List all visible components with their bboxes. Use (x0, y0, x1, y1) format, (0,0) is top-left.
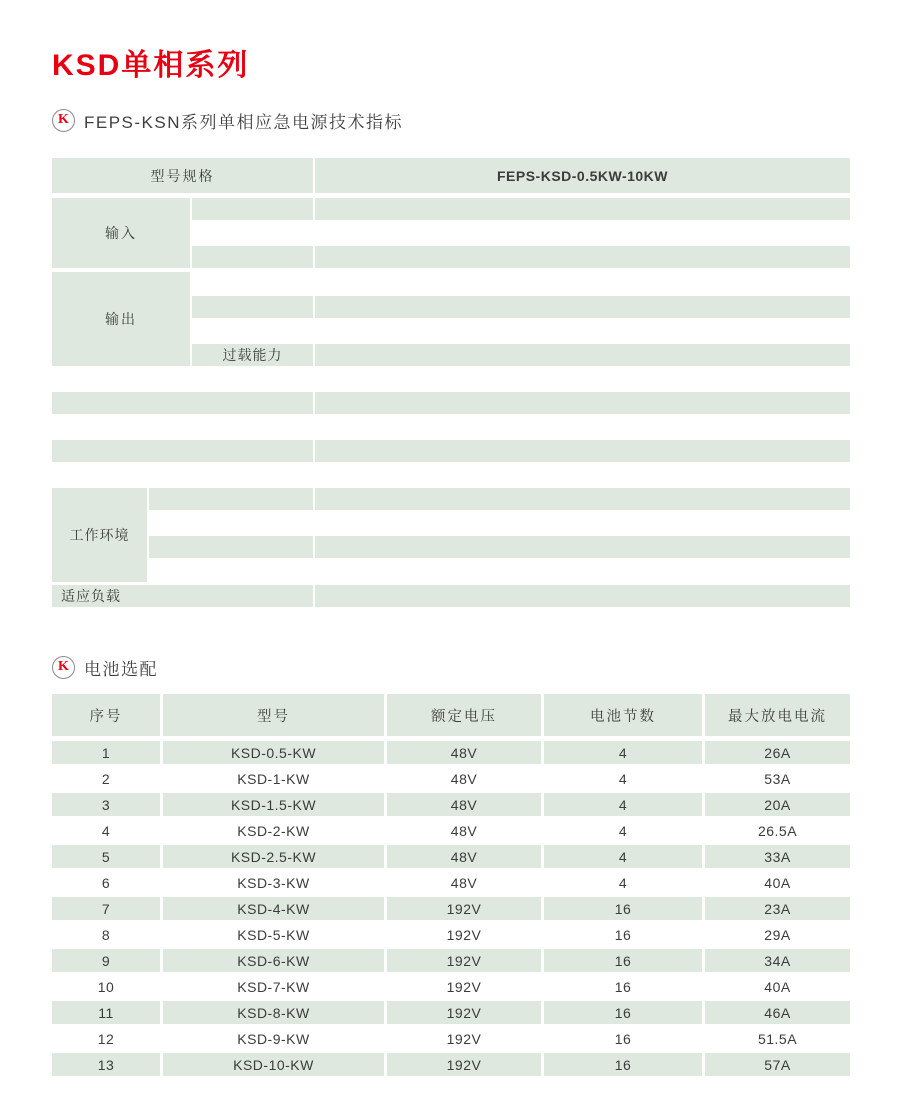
column-header-current: 最大放电电流 (705, 694, 850, 736)
cell-model: KSD-3-KW (163, 871, 384, 894)
cell-model: KSD-1-KW (163, 767, 384, 790)
spec-cell-empty (315, 560, 850, 582)
cell-index: 2 (52, 767, 160, 790)
k-circle-icon: K (52, 109, 75, 132)
cell-model: KSD-1.5-KW (163, 793, 384, 816)
cell-current: 46A (705, 1001, 850, 1024)
cell-voltage: 48V (387, 845, 541, 868)
spec-row (192, 222, 850, 244)
spec-section-environment (52, 488, 850, 582)
spec-cell-empty (149, 488, 313, 510)
cell-cells: 16 (544, 1053, 702, 1076)
spec-cell-empty (192, 198, 313, 220)
cell-index: 11 (52, 1001, 160, 1024)
cell-index: 8 (52, 923, 160, 946)
cell-index: 9 (52, 949, 160, 972)
spec-row (149, 512, 850, 534)
cell-voltage: 192V (387, 975, 541, 998)
spec-row (192, 246, 850, 268)
spec-row (192, 320, 850, 342)
cell-current: 57A (705, 1053, 850, 1076)
cell-current: 51.5A (705, 1027, 850, 1050)
battery-table-row (52, 975, 850, 998)
cell-voltage: 192V (387, 897, 541, 920)
spec-cell-empty (52, 392, 313, 414)
cell-voltage: 192V (387, 949, 541, 972)
cell-current: 40A (705, 975, 850, 998)
spec-cell-empty (149, 560, 313, 582)
cell-cells: 16 (544, 923, 702, 946)
battery-table-row (52, 1053, 850, 1076)
cell-voltage: 48V (387, 767, 541, 790)
spec-row (52, 392, 850, 414)
spec-header-model-label: 型号规格 (52, 158, 313, 193)
battery-table-row (52, 949, 850, 972)
battery-table-row (52, 923, 850, 946)
battery-table-row (52, 845, 850, 868)
cell-voltage: 192V (387, 1001, 541, 1024)
cell-current: 26A (705, 741, 850, 764)
cell-cells: 4 (544, 819, 702, 842)
cell-voltage: 48V (387, 793, 541, 816)
spec-cell-empty (315, 585, 850, 607)
cell-model: KSD-2.5-KW (163, 845, 384, 868)
cell-current: 23A (705, 897, 850, 920)
spec-row-overload (192, 344, 850, 366)
cell-cells: 4 (544, 845, 702, 868)
cell-cells: 4 (544, 793, 702, 816)
battery-table-row (52, 793, 850, 816)
cell-index: 10 (52, 975, 160, 998)
spec-row (149, 488, 850, 510)
page-title: KSD单相系列 (52, 49, 250, 82)
cell-index: 4 (52, 819, 160, 842)
cell-model: KSD-6-KW (163, 949, 384, 972)
input-label: 输入 (52, 198, 190, 268)
cell-model: KSD-9-KW (163, 1027, 384, 1050)
spec-cell-empty (315, 488, 850, 510)
battery-table-row (52, 871, 850, 894)
cell-current: 40A (705, 871, 850, 894)
overload-label: 过载能力 (192, 344, 313, 366)
cell-cells: 16 (544, 1001, 702, 1024)
cell-cells: 4 (544, 767, 702, 790)
cell-cells: 4 (544, 741, 702, 764)
cell-model: KSD-4-KW (163, 897, 384, 920)
cell-current: 20A (705, 793, 850, 816)
spec-table-header-row (52, 158, 850, 193)
battery-table-row (52, 897, 850, 920)
battery-table-row (52, 1001, 850, 1024)
spec-row (149, 560, 850, 582)
spec-cell-empty (52, 440, 313, 462)
spec-cell-empty (315, 198, 850, 220)
k-circle-icon: K (52, 656, 75, 679)
spec-cell-empty (192, 222, 313, 244)
section-heading-label: 电池选配 (84, 659, 158, 679)
spec-cell-empty (315, 320, 850, 342)
cell-current: 53A (705, 767, 850, 790)
spec-row-load (52, 585, 850, 607)
spec-cell-empty (192, 320, 313, 342)
cell-index: 3 (52, 793, 160, 816)
section-heading-specs (52, 107, 850, 133)
section-heading-label: FEPS-KSN系列单相应急电源技术指标 (84, 112, 404, 132)
cell-model: KSD-0.5-KW (163, 741, 384, 764)
cell-voltage: 192V (387, 923, 541, 946)
section-heading-battery (52, 654, 850, 680)
cell-index: 6 (52, 871, 160, 894)
spec-cell-empty (315, 536, 850, 558)
cell-voltage: 48V (387, 871, 541, 894)
output-label: 输出 (52, 272, 190, 366)
spec-row (149, 536, 850, 558)
cell-index: 7 (52, 897, 160, 920)
spec-cell-empty (192, 246, 313, 268)
cell-model: KSD-2-KW (163, 819, 384, 842)
cell-index: 1 (52, 741, 160, 764)
spec-row (192, 272, 850, 294)
column-header-index: 序号 (52, 694, 160, 736)
cell-voltage: 192V (387, 1027, 541, 1050)
spec-cell-empty (192, 296, 313, 318)
battery-table-header-row (52, 694, 850, 736)
cell-model: KSD-5-KW (163, 923, 384, 946)
spec-cell-empty (149, 512, 313, 534)
spec-cell-empty (315, 392, 850, 414)
spec-cell-empty (315, 512, 850, 534)
spec-cell-empty (315, 246, 850, 268)
battery-table-row (52, 741, 850, 764)
column-header-voltage: 额定电压 (387, 694, 541, 736)
cell-voltage: 48V (387, 741, 541, 764)
spec-row (192, 198, 850, 220)
battery-table-row (52, 819, 850, 842)
spec-table (52, 158, 850, 607)
spec-cell-empty (315, 344, 850, 366)
cell-index: 12 (52, 1027, 160, 1050)
spec-cell-empty (315, 272, 850, 294)
load-label: 适应负载 (52, 585, 313, 607)
spec-cell-empty (315, 440, 850, 462)
cell-voltage: 48V (387, 819, 541, 842)
cell-model: KSD-7-KW (163, 975, 384, 998)
battery-table-row (52, 767, 850, 790)
cell-cells: 16 (544, 975, 702, 998)
cell-voltage: 192V (387, 1053, 541, 1076)
spec-section-input (52, 198, 850, 268)
battery-table (52, 694, 850, 1076)
spec-row (52, 440, 850, 462)
cell-model: KSD-10-KW (163, 1053, 384, 1076)
cell-index: 13 (52, 1053, 160, 1076)
cell-cells: 16 (544, 949, 702, 972)
cell-index: 5 (52, 845, 160, 868)
cell-current: 26.5A (705, 819, 850, 842)
spec-header-model-value: FEPS-KSD-0.5KW-10KW (315, 158, 850, 193)
spec-cell-empty (315, 296, 850, 318)
cell-current: 34A (705, 949, 850, 972)
spec-cell-empty (315, 222, 850, 244)
spec-cell-empty (149, 536, 313, 558)
spec-section-output (52, 272, 850, 366)
spec-cell-empty (192, 272, 313, 294)
column-header-cells: 电池节数 (544, 694, 702, 736)
spec-row (192, 296, 850, 318)
cell-model: KSD-8-KW (163, 1001, 384, 1024)
environment-label: 工作环境 (52, 488, 147, 582)
cell-cells: 16 (544, 897, 702, 920)
cell-cells: 16 (544, 1027, 702, 1050)
cell-current: 33A (705, 845, 850, 868)
battery-table-row (52, 1027, 850, 1050)
cell-current: 29A (705, 923, 850, 946)
cell-cells: 4 (544, 871, 702, 894)
column-header-model: 型号 (163, 694, 384, 736)
